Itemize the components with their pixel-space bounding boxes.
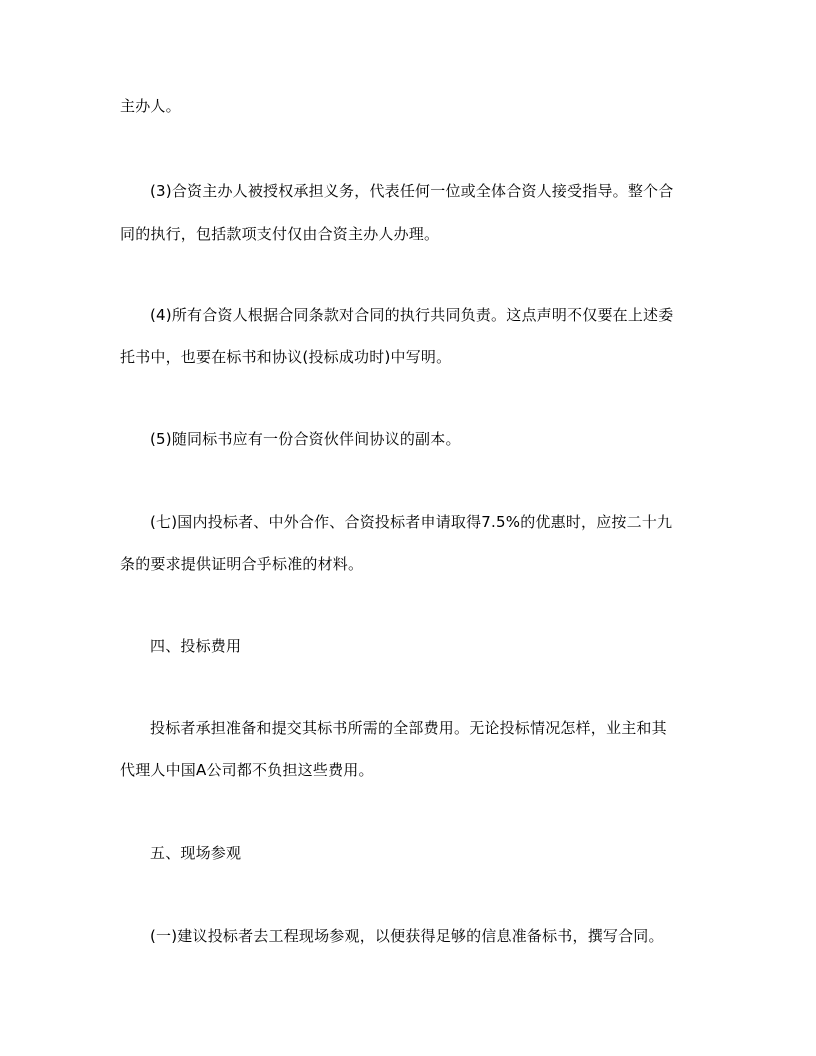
clause-4-line-1: (4)所有合资人根据合同条款对合同的执行共同负责。这点声明不仅要在上述委 (150, 306, 674, 324)
section-4-heading: 四、投标费用 (150, 637, 242, 655)
section-4-body-line-2: 代理人中国A公司都不负担这些费用。 (120, 761, 374, 779)
section-5-item-1-line: (一)建议投标者去工程现场参观，以便获得足够的信息准备标书，撰写合同。 (150, 927, 664, 945)
clause-3-line-2: 同的执行，包括款项支付仅由合资主办人办理。 (120, 225, 440, 243)
section-4-body-line-1: 投标者承担准备和提交其标书所需的全部费用。无论投标情况怎样，业主和其 (150, 719, 667, 737)
clause-5-line: (5)随同标书应有一份合资伙伴间协议的副本。 (150, 430, 461, 448)
section-5-heading: 五、现场参观 (150, 844, 242, 862)
paragraph-continuation-line: 主办人。 (120, 97, 181, 115)
clause-4-line-2: 托书中，也要在标书和协议(投标成功时)中写明。 (120, 348, 452, 366)
clause-3-line-1: (3)合资主办人被授权承担义务，代表任何一位或全体合资人接受指导。整个合 (150, 182, 674, 200)
clause-7-line-2: 条的要求提供证明合乎标准的材料。 (120, 555, 364, 573)
clause-7-line-1: (七)国内投标者、中外合作、合资投标者申请取得7.5%的优惠时，应按二十九 (150, 513, 673, 531)
